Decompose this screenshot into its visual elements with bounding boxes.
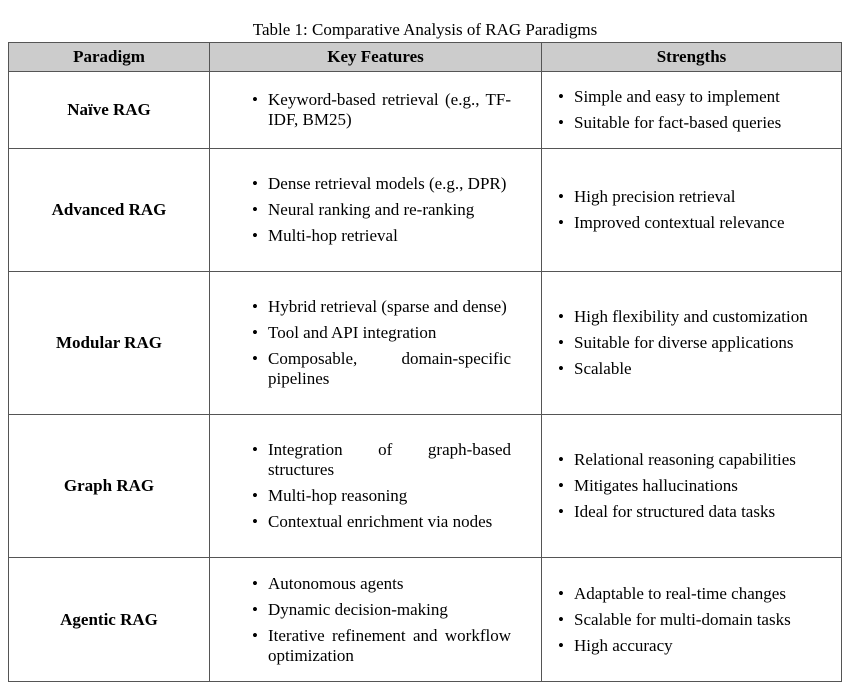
feature-item: • Multi-hop retrieval (268, 226, 511, 246)
paradigm-cell: Advanced RAG (9, 149, 210, 272)
header-row (9, 43, 842, 72)
strength-item: • Mitigates hallucinations (574, 476, 835, 496)
features-cell (210, 415, 542, 558)
paradigm-cell: Naïve RAG (9, 72, 210, 149)
strength-item: • Scalable (574, 359, 835, 379)
strength-item: • High accuracy (574, 636, 835, 656)
feature-item: • Iterative refinement and workflow optimization (268, 626, 511, 666)
feature-item: • Dense retrieval models (e.g., DPR) (268, 174, 511, 194)
comparison-table (8, 42, 842, 682)
feature-item: • Integration of graph-based structures (268, 440, 511, 480)
feature-item: • Hybrid retrieval (sparse and dense) (268, 297, 511, 317)
strength-item: • High precision retrieval (574, 187, 835, 207)
strengths-cell (542, 149, 842, 272)
strengths-cell (542, 415, 842, 558)
feature-item: • Autonomous agents (268, 574, 511, 594)
feature-item: • Contextual enrichment via nodes (268, 512, 511, 532)
strengths-cell (542, 272, 842, 415)
strength-item: • Adaptable to real-time changes (574, 584, 835, 604)
table-row (9, 558, 842, 682)
paradigm-cell: Modular RAG (9, 272, 210, 415)
strength-item: • Ideal for structured data tasks (574, 502, 835, 522)
table-row (9, 272, 842, 415)
feature-item: • Neural ranking and re-ranking (268, 200, 511, 220)
table-row (9, 415, 842, 558)
feature-item: • Dynamic decision-making (268, 600, 511, 620)
feature-item: • Composable, domain-specific pipelines (268, 349, 511, 389)
paradigm-cell: Graph RAG (9, 415, 210, 558)
strengths-cell (542, 558, 842, 682)
features-cell (210, 72, 542, 149)
strength-item: • Relational reasoning capabilities (574, 450, 835, 470)
features-cell (210, 558, 542, 682)
table-caption: Table 1: Comparative Analysis of RAG Paradigms (252, 20, 598, 39)
table-row (9, 149, 842, 272)
strengths-cell (542, 72, 842, 149)
strength-item: • Simple and easy to implement (574, 87, 835, 107)
feature-item: • Keyword-based retrieval (e.g., TF-IDF, BM25) (268, 90, 511, 130)
feature-item: • Multi-hop reasoning (268, 486, 511, 506)
header-key-features: Key Features (210, 43, 542, 72)
strength-item: • Improved contextual relevance (574, 213, 835, 233)
features-cell (210, 149, 542, 272)
table-row (9, 72, 842, 149)
header-strengths: Strengths (542, 43, 842, 72)
strength-item: • Scalable for multi-domain tasks (574, 610, 835, 630)
strength-item: • Suitable for diverse applications (574, 333, 835, 353)
strength-item: • High flexibility and customization (574, 307, 835, 327)
header-paradigm: Paradigm (9, 43, 210, 72)
feature-item: • Tool and API integration (268, 323, 511, 343)
paradigm-cell: Agentic RAG (9, 558, 210, 682)
features-cell (210, 272, 542, 415)
strength-item: • Suitable for fact-based queries (574, 113, 835, 133)
